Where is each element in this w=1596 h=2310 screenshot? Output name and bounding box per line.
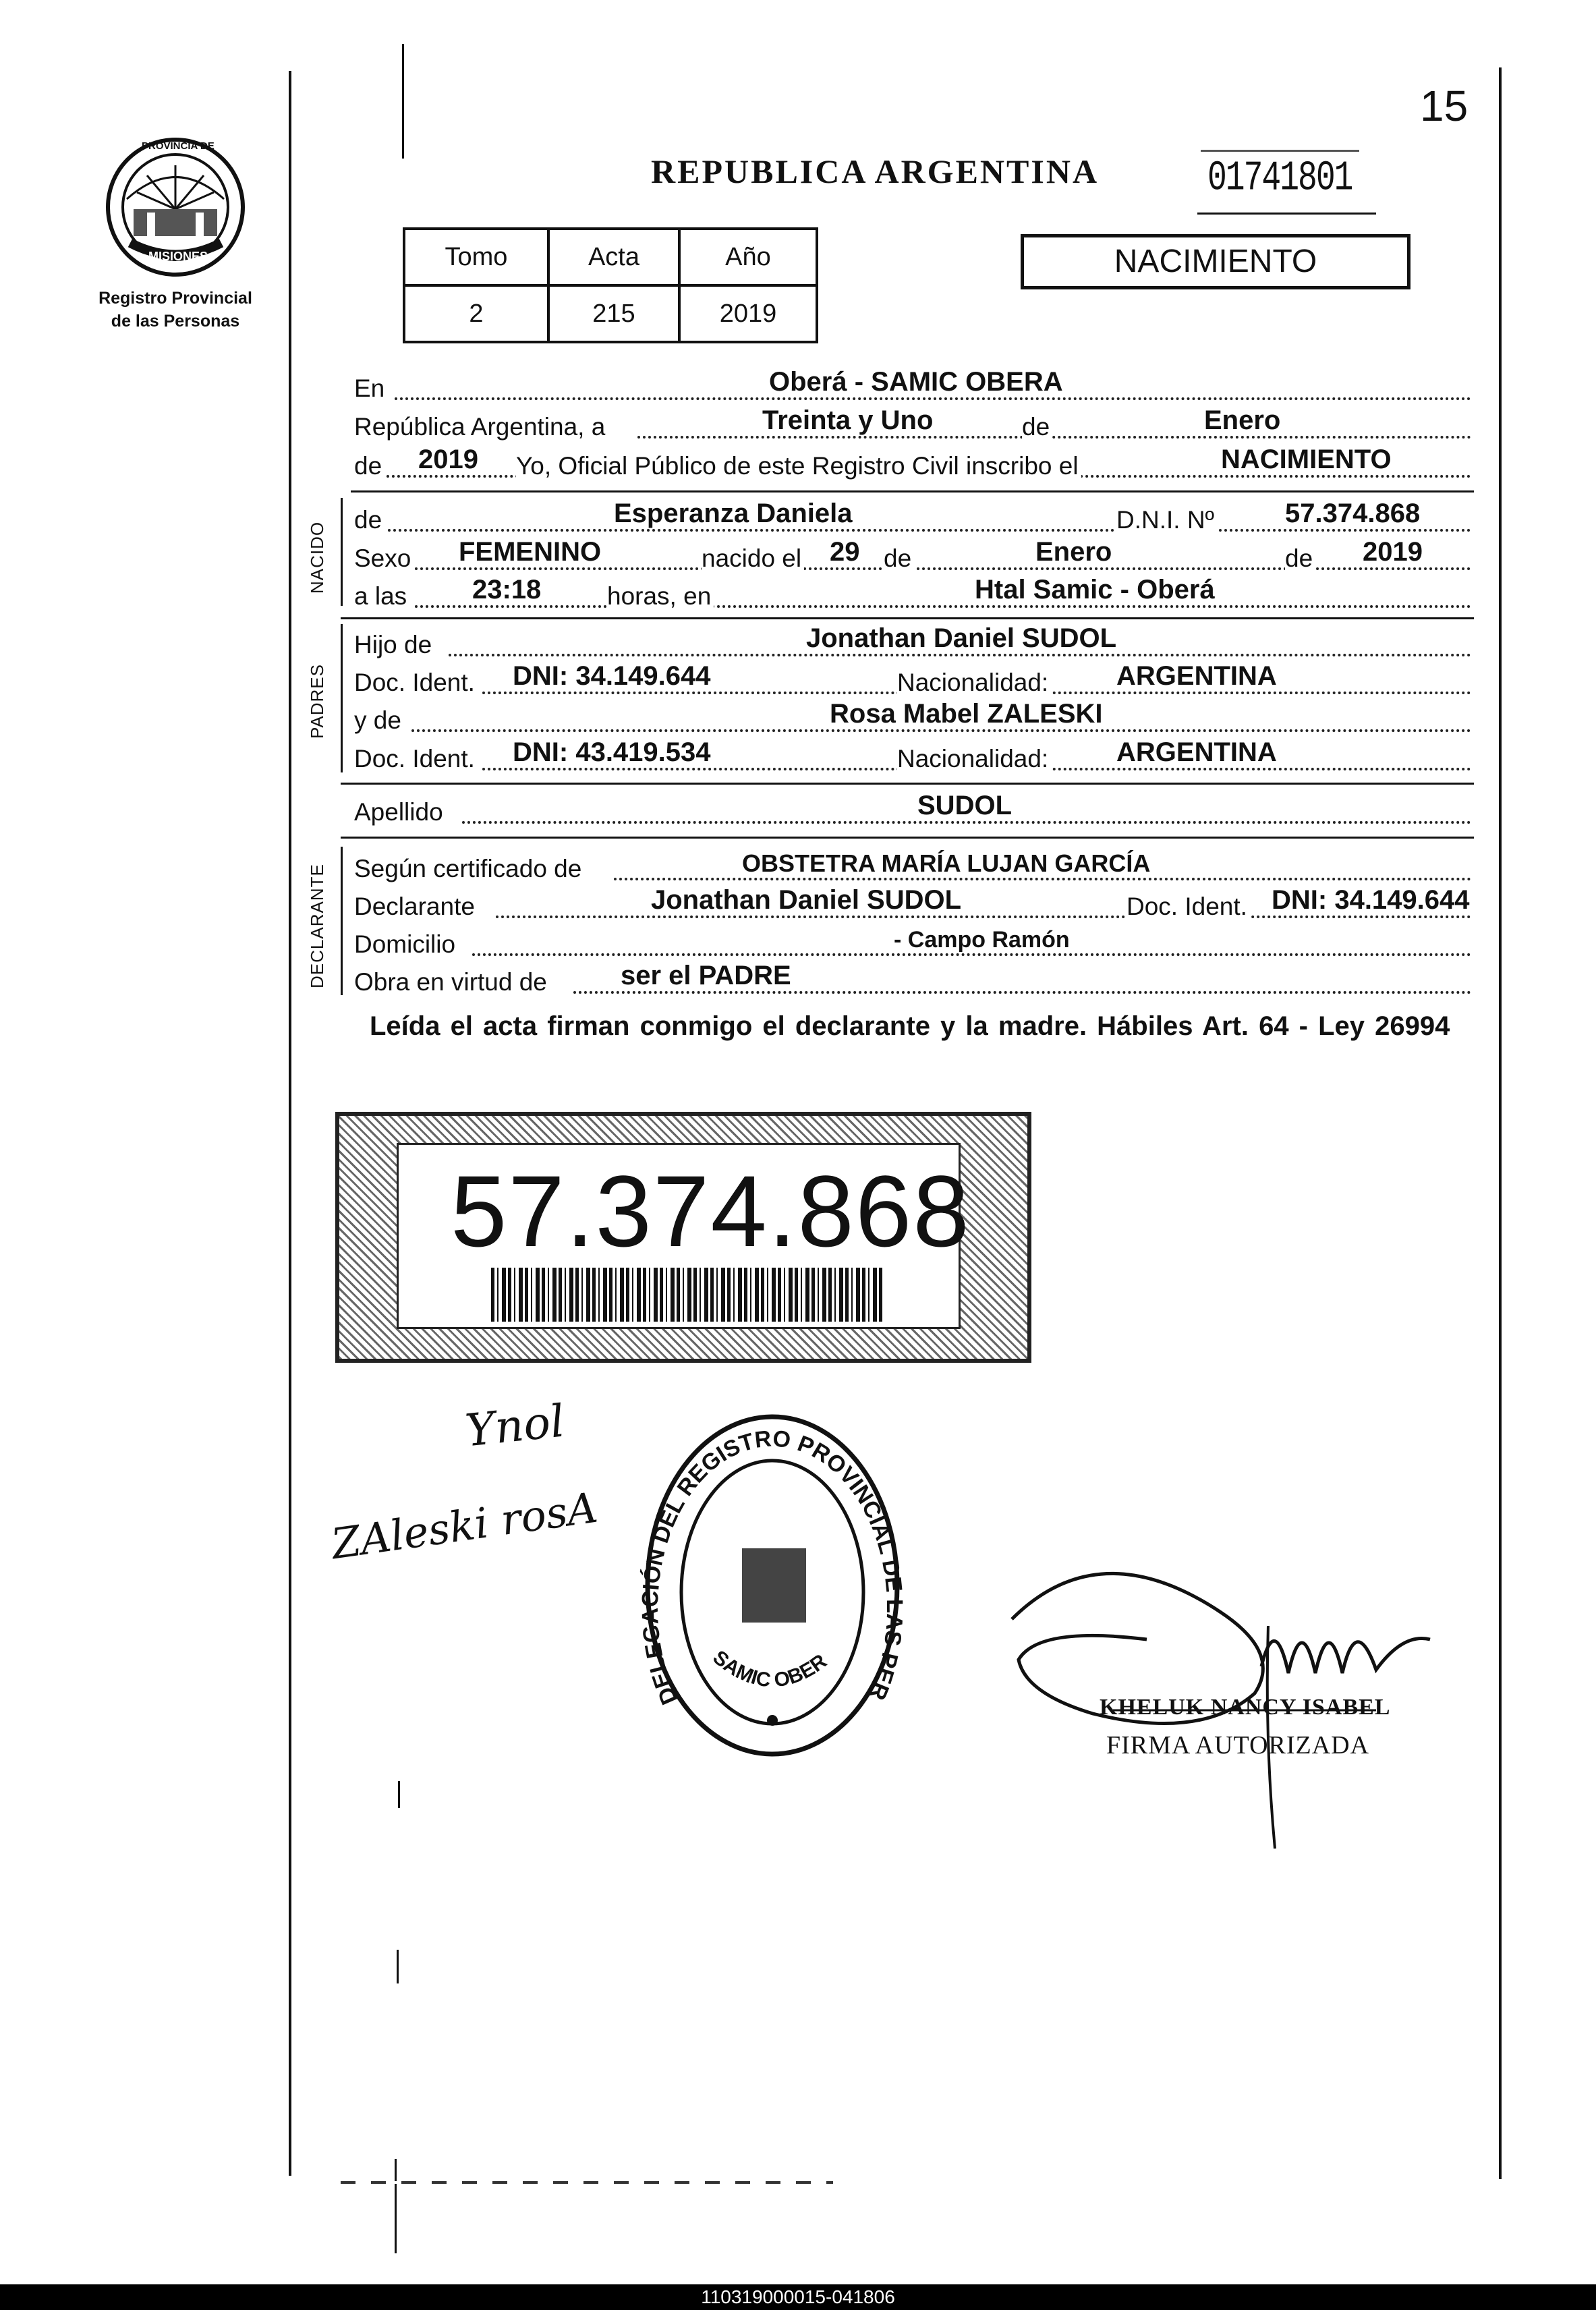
obra-label: Obra en virtud de <box>354 968 550 996</box>
nacido-de-label: de <box>354 506 384 534</box>
de2-label: de <box>354 452 384 480</box>
hora-value: 23:18 <box>472 575 542 604</box>
sexo-label: Sexo <box>354 544 414 573</box>
segun-value: OBSTETRA MARÍA LUJAN GARCÍA <box>742 849 1151 877</box>
a-las-label: a las <box>354 582 409 611</box>
horas-en-label: horas, en <box>607 582 714 611</box>
row-nacido-sexo <box>354 538 1471 575</box>
nacido-bracket <box>341 498 343 606</box>
apellido-value: SUDOL <box>917 791 1012 820</box>
nacido-divider <box>341 617 1474 619</box>
serial-underline <box>1197 213 1376 215</box>
y-de-label: y de <box>354 706 404 735</box>
lugar-value: Htal Samic - Oberá <box>975 575 1215 604</box>
tipo-value: NACIMIENTO <box>1221 445 1392 474</box>
padres-section-label: PADRES <box>307 664 327 739</box>
apellido-divider <box>341 837 1474 839</box>
serial-number: 01741801 <box>1207 154 1352 203</box>
row-republica <box>354 406 1471 444</box>
madre-nac-label: Nacionalidad: <box>897 745 1051 773</box>
table-value-acta: 215 <box>548 285 679 342</box>
segun-label: Según certificado de <box>354 855 584 883</box>
dia-value: Treinta y Uno <box>762 405 934 435</box>
declarante-doc-label: Doc. Ident. <box>1127 893 1250 921</box>
table-header-tomo: Tomo <box>404 229 548 285</box>
row-hijo-de <box>354 624 1471 662</box>
declarante-bracket <box>341 847 343 995</box>
padre-nac-value: ARGENTINA <box>1116 661 1277 691</box>
handwritten-note-2: ZAleski rosA <box>328 1482 601 1569</box>
table-value-tomo: 2 <box>404 285 548 342</box>
row-anio <box>354 445 1471 483</box>
row-nacido-nombre <box>354 499 1471 537</box>
dni-value: 57.374.868 <box>1285 499 1421 528</box>
declarante-doc-value: DNI: 34.149.644 <box>1272 885 1470 915</box>
signature-name: KHELUK NANCY ISABEL <box>1100 1695 1391 1720</box>
nacido-mes-value: Enero <box>1035 537 1112 567</box>
dni-sticker-number: 57.374.868 <box>451 1154 971 1268</box>
madre-nac-value: ARGENTINA <box>1116 737 1277 767</box>
signature-caption: FIRMA AUTORIZADA <box>1106 1731 1370 1759</box>
province-logo <box>100 135 252 280</box>
dni-barcode <box>491 1268 882 1322</box>
row-padre-doc <box>354 662 1471 700</box>
yo-text: Yo, Oficial Público de este Registro Civil inscribo el <box>516 452 1081 480</box>
logo-seal-top: PROVINCIA DE <box>142 140 215 152</box>
margin-mark-2 <box>397 1950 399 1983</box>
serial-overline <box>1201 150 1359 152</box>
mes-value: Enero <box>1204 405 1281 435</box>
madre-doc-label: Doc. Ident. <box>354 745 478 773</box>
document-type-box <box>1021 234 1410 289</box>
madre-value: Rosa Mabel ZALESKI <box>830 699 1103 729</box>
nacido-de2-label: de <box>884 544 914 573</box>
dni-label: D.N.I. Nº <box>1116 506 1217 534</box>
row-declarante <box>354 886 1471 924</box>
logo-caption-1: Registro Provincial <box>98 289 252 308</box>
de-label: de <box>1022 413 1052 441</box>
row-segun <box>354 848 1471 886</box>
margin-mark-3 <box>395 2159 397 2253</box>
nacido-de3-label: de <box>1285 544 1315 573</box>
top-tick-line <box>402 44 404 159</box>
footer-bar <box>0 2284 1596 2310</box>
handwritten-note-1: Ynol <box>463 1395 567 1457</box>
declarante-label: Declarante <box>354 893 478 921</box>
oval-stamp-inner-text: SAMIC OBER <box>708 1646 831 1692</box>
table-value-anio: 2019 <box>679 285 817 342</box>
declarante-section-label: DECLARANTE <box>307 864 327 988</box>
row-y-de <box>354 700 1471 737</box>
padres-divider <box>341 783 1474 785</box>
anio-value: 2019 <box>418 445 478 474</box>
bottom-scan-marks <box>341 2181 833 2184</box>
logo-caption-2: de las Personas <box>111 312 240 331</box>
madre-doc-value: DNI: 43.419.534 <box>513 737 711 767</box>
sexo-value: FEMENINO <box>459 537 602 567</box>
left-margin-line <box>289 71 291 2176</box>
document-title: REPUBLICA ARGENTINA <box>651 152 1100 190</box>
row-madre-doc <box>354 738 1471 776</box>
nacido-dia-value: 29 <box>830 537 860 567</box>
nacido-section-label: NACIDO <box>307 521 327 594</box>
document-type-label: NACIMIENTO <box>1114 244 1317 279</box>
declarante-value: Jonathan Daniel SUDOL <box>651 885 962 915</box>
row-nacido-hora <box>354 575 1471 613</box>
closing-text: Leída el acta firman conmigo el declarante y la madre. Hábiles Art. 64 - Ley 26994 <box>370 1011 1450 1041</box>
padre-doc-value: DNI: 34.149.644 <box>513 661 711 691</box>
en-label: En <box>354 374 387 403</box>
row-obra <box>354 961 1471 999</box>
right-margin-line <box>1499 67 1502 2179</box>
row-domicilio <box>354 924 1471 961</box>
padres-bracket <box>341 624 343 772</box>
row-en <box>354 368 1471 405</box>
oval-stamp-outer-text: DELEGACIÓN DEL REGISTRO PROVINCIAL DE LAS PER <box>637 1426 907 1709</box>
authorized-signature <box>998 1538 1457 1862</box>
row-apellido <box>354 791 1471 829</box>
republica-label: República Argentina, a <box>354 413 608 441</box>
domicilio-value: - Campo Ramón <box>894 927 1070 953</box>
apellido-label: Apellido <box>354 798 446 826</box>
obra-value: ser el PADRE <box>621 961 791 990</box>
logo-seal-bottom: MISIONES <box>148 250 208 263</box>
hijo-de-label: Hijo de <box>354 631 434 659</box>
table-header-acta: Acta <box>548 229 679 285</box>
intro-divider <box>351 490 1474 492</box>
padre-value: Jonathan Daniel SUDOL <box>806 623 1117 653</box>
en-value: Oberá - SAMIC OBERA <box>769 367 1063 397</box>
nacido-el-label: nacido el <box>702 544 804 573</box>
padre-doc-label: Doc. Ident. <box>354 669 478 697</box>
table-header-anio: Año <box>679 229 817 285</box>
official-oval-stamp <box>637 1403 907 1768</box>
margin-mark-1 <box>398 1781 400 1808</box>
nombre-value: Esperanza Daniela <box>614 499 853 528</box>
padre-nac-label: Nacionalidad: <box>897 669 1051 697</box>
footer-code: 110319000015-041806 <box>701 2286 895 2307</box>
domicilio-label: Domicilio <box>354 930 458 959</box>
tomo-acta-anio-table <box>403 227 818 343</box>
page-number: 15 <box>1420 82 1469 130</box>
nacido-anio-value: 2019 <box>1363 537 1423 567</box>
dni-sticker <box>335 1112 1031 1363</box>
